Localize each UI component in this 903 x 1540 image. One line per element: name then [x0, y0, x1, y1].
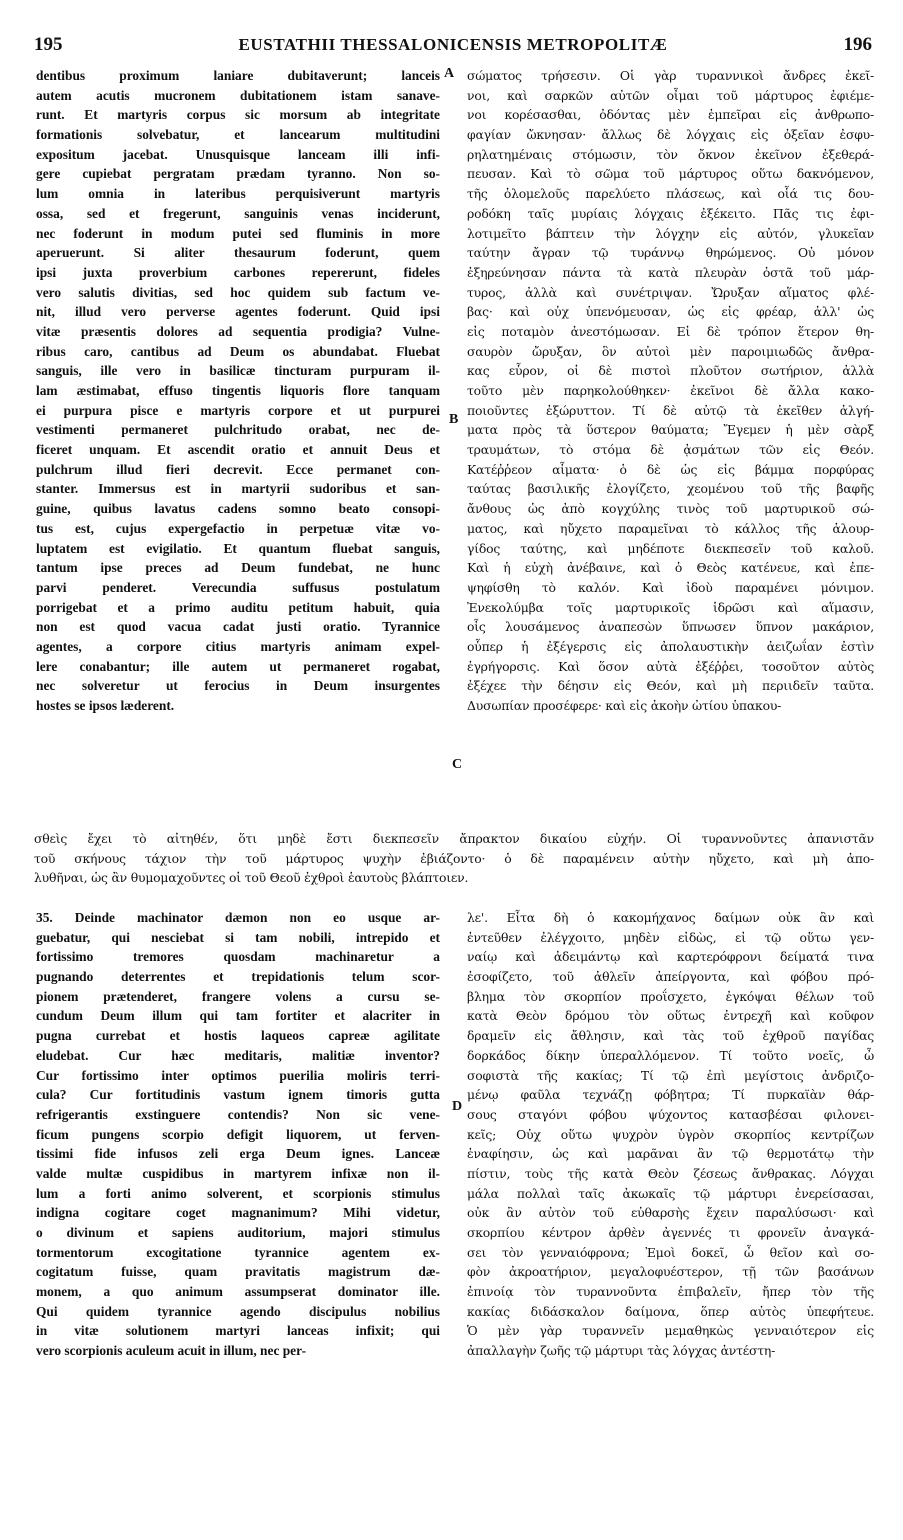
latin-text-line: guebatur, qui nesciebat si tam nobili, intrepido et — [36, 929, 440, 945]
greek-text-line: ματος, καὶ ηὔχετο παραμεῖναι τὸ κάλλος τῆς ἁλουρ- — [467, 520, 874, 536]
latin-text-line: sanguis, ille vero in basilicæ tincturam purpuram il- — [36, 363, 440, 379]
latin-text-line: vero salutis divitias, sed hoc quidem sub factum ve- — [36, 284, 440, 300]
greek-text-line: Δυσωπίαν προσέφερε· καὶ εἰς ἀκοὴν ὠτίου ὑπακου- — [467, 698, 782, 713]
greek-text-line: μένῳ φαῦλα τεχνάζῃ φόβητρα; Τί πυρκαϊὰν θάρ- — [467, 1087, 874, 1103]
latin-text-line: Qui quidem tyrannice agendo discipulus nobilius — [36, 1303, 440, 1319]
latin-text-line: ribus caro, cantibus ad Deum os abundabat. Fluebat — [36, 343, 440, 359]
latin-column-upper — [36, 66, 440, 716]
greek-text-line: οἷς λουσάμενος ἀναπεσὼν ὕπνωσεν ὕπνον μακάριον, — [467, 619, 874, 635]
latin-text-line: autem acutis mucronem dubitationem istam sanave- — [36, 87, 440, 103]
greek-text-line: ματα πρὸς τὰ ὕστερον θαύματα; Ἔγεμεν ἡ μὲν σὰρξ — [467, 422, 874, 438]
greek-text-line: Ἐνεκολύμβα τοῖς μαρτυρικοῖς ἱδρῶσι καὶ αἵμασιν, — [467, 599, 874, 615]
greek-text-line: ἐγρήγορσις. Καὶ ὅσον αὐτὰ ἐξέῤῥει, τοσοῦτον αὐτὸς — [467, 658, 874, 674]
greek-text-line: τυρος, ἀλλὰ καὶ συνέτριψαν. Ὤρυξαν αἵματος φλέ- — [467, 284, 874, 300]
greek-text-line: κεῖς; Οὐχ οὕτω ψυχρὸν ὑγρὸν σκορπίος κεντρίζων — [467, 1126, 874, 1142]
latin-text-line: pulchrum illud fieri decrevit. Ecce permanet con- — [36, 461, 440, 477]
greek-text-line: νοι, καὶ σαρκῶν αὐτῶν οἶμαι τοῦ μάρτυρος ἐφιέμε- — [467, 87, 874, 103]
greek-text-line: ἐξέχεε τὴν δέησιν εἰς Θεόν, καὶ μὴ περιιδεῖν ταῦτα. — [467, 678, 874, 694]
greek-text-line: Ὁ μὲν γὰρ τυραννεῖν μεμαθηκὼς γενναιότερον εἰς — [467, 1323, 874, 1339]
greek-text-line: πευσαν. Καὶ τὸ σῶμα τοῦ μάρτυρος οὕτω δακνόμενον, — [467, 166, 874, 182]
greek-text-line: ἄνθους ὡς ἀπὸ κογχύλης τινὸς τοῦ μαρτυρικοῦ σώ- — [467, 501, 874, 517]
greek-text-line: εἰς ποταμὸν ἀνεστόμωσαν. Εἰ δὲ τρόπον ἕτερον θη- — [467, 323, 874, 339]
latin-text-line: lere conabantur; ille autem ut permaneret rogabat, — [36, 658, 440, 674]
latin-text-line: ossa, sed et fregerunt, sanguinis venas inciderunt, — [36, 205, 440, 221]
greek-column-lower — [467, 908, 874, 1361]
latin-text-line: cundum Deum illum qui tam fortiter et alacriter in — [36, 1008, 440, 1024]
page-number-right: 196 — [843, 34, 872, 55]
greek-text-line: ἐντεῦθεν ἐλέγχοιτο, μηδὲν εἰδὼς, εἰ τῷ οὕτω γεν- — [467, 929, 874, 945]
latin-text-line: ei purpura pisce e martyris corpore et ut purpurei — [36, 402, 440, 418]
greek-text-line: σαυρὸν ὤρυξαν, ὃν αὐτοὶ μὲν παροιμιωδῶς ἄνθρα- — [467, 343, 874, 359]
greek-text-line: μάλα πολλαὶ ταῖς ἀκωκαῖς τῷ μάρτυρι ἐνερείσασαι, — [467, 1185, 874, 1201]
latin-text-line: monem, a quo animum assumpserat dominator ille. — [36, 1284, 440, 1300]
latin-text-line: non est quod vacua cadat justi oratio. Tyrannice — [36, 619, 440, 635]
latin-text-line: lum omnia in lateribus perquisiverunt martyris — [36, 186, 440, 202]
greek-text-line: ταύτας βασιλικῆς ἐλογίζετο, χεομένου τοῦ τῆς βαφῆς — [467, 481, 874, 497]
greek-text-line: σει τὸν γενναιόφρονα; Ἐμοὶ δοκεῖ, ὦ θεῖον καὶ σο- — [467, 1244, 874, 1260]
greek-text-line: ταύτην ἄγραν τῷ τυράννῳ θηρώμενος. Οὐ μόνον — [467, 245, 874, 261]
latin-text-line: vestimenti permaneret pulchritudo orabat, nec de- — [36, 422, 440, 438]
latin-text-line: hostes se ipsos læderent. — [36, 698, 175, 713]
latin-text-line: valde multæ cuspidibus in martyrem infixæ non il- — [36, 1165, 440, 1181]
latin-text-line: guine, quibus lavatus cadens somno beato consopi- — [36, 501, 440, 517]
greek-text-line: ἐσοφίζετο, τοῦ ἀθλεῖν ἀπείργοντα, καὶ φόβου πρό- — [467, 969, 874, 985]
latin-text-line: nec foderunt in modum putei sed fluminis in more — [36, 225, 440, 241]
greek-text-line: κακίας διδάσκαλον δαίμονα, ὅπερ αὐτὸς ὑπεφήτευε. — [467, 1303, 874, 1319]
latin-text-line: runt. Et martyris corpus sic morsum ab integritate — [36, 107, 440, 123]
greek-text-line: τῆς ὁλομελοῦς παρελύετο πλάσεως, καὶ οἷά τις δου- — [467, 186, 874, 202]
greek-text-line: ναίῳ καὶ ἀδειμάντῳ καὶ καρτερόφρονι δείματά τινα — [467, 949, 874, 965]
greek-text-line: ψηφίσθη τὸ καλόν. Καὶ ἰδοὺ παραμένει μόνιμον. — [467, 579, 874, 595]
greek-text-line: σοφιστὰ τῆς κακίας; Τί τῷ ἐπὶ μεγίστοις ἀνδριζο- — [467, 1067, 874, 1083]
latin-text-line: ficeret unquam. Et ascendit oratio et annuit Deus et — [36, 442, 440, 458]
greek-text-line: σώματος τρήσεσιν. Οἱ γὰρ τυραννικοὶ ἄνδρες ἐκεῖ- — [467, 68, 874, 83]
latin-text-line: ficum pungens scorpio defigit liquorem, ut ferven- — [36, 1126, 440, 1142]
greek-text-line: νοι κορέσασθαι, ὀδόντας μὲν ἐμπεῖραι εἰς ἀνθρωπο- — [467, 107, 874, 123]
latin-text-line: dentibus proximum laniare dubitaverunt; lanceis — [36, 68, 440, 83]
greek-text-line: κατὰ Θεὸν δρόμου τὸν οὕτως ἐντρεχῆ καὶ κοῦφον — [467, 1008, 874, 1024]
greek-text-line: γίδος ταύτης, καὶ μηδέποτε διεκπεσεῖν τοῦ καλοῦ. — [467, 540, 874, 556]
latin-text-line: porrigebat et a primo auditu petitum habuit, quia — [36, 599, 440, 615]
latin-text-line: parvi penderet. Verecundia suffusus postulatum — [36, 579, 440, 595]
greek-text-line: κας εὗρον, οἱ δὲ πιστοὶ πλοῦτον σωτήριον, ἀλλὰ — [467, 363, 874, 379]
section-marker-b: B — [449, 412, 459, 427]
greek-text-line: δραμεῖν εἰς ἄθλησιν, καὶ τὰς τοῦ ἐχθροῦ παγίδας — [467, 1028, 874, 1044]
latin-text-line: tissimi fide infusos zeli erga Deum ignes. Lanceæ — [36, 1146, 440, 1162]
greek-text-line: λε'. Εἶτα δὴ ὁ κακομήχανος δαίμων οὐκ ἂν καὶ — [467, 910, 874, 925]
greek-text-line: ἐξηρεύνησαν πάντα τὰ κατὰ πλευρὰν ὀστᾶ τοῦ μάρ- — [467, 264, 874, 280]
greek-text-line: φὸν ἀκροατήριον, μεγαλοφυέστερον, τῇ τῶν βασάνων — [467, 1264, 874, 1280]
greek-text-line: Κατέῤῥεον αἷματα· ὁ δὲ ὡς εἰς βάμμα πορφύρας — [467, 461, 874, 477]
section-marker-c: C — [452, 757, 463, 772]
greek-column-upper — [467, 66, 874, 716]
latin-text-line: pionem prætenderet, frangere volens a cursu se- — [36, 988, 440, 1004]
greek-text-line: ποιοῦντες ἐξώρυττον. Τί δὲ αὐτῷ τὰ ἐκεῖθεν ἀλγή- — [467, 402, 874, 418]
greek-text-line: ροδόκη ταῖς μυρίαις λόγχαις ἐξέκειτο. Πᾶς τις ἐφι- — [467, 205, 874, 221]
latin-text-line: tormentorum excogitatione tyrannice agentem ex- — [36, 1244, 440, 1260]
latin-text-line: agentes, a corpore citius martyris animam expel- — [36, 638, 440, 654]
page-number-left: 195 — [34, 34, 63, 55]
greek-text-line: ἐναφίησιν, ὡς καὶ μαρᾶναι ἂν τῷ θερμοτάτῳ τὴν — [467, 1146, 874, 1162]
greek-text-line: Καὶ ἡ εὐχὴ ἀνέβαινε, καὶ ὁ Θεὸς κατένευε, καὶ ἐπε- — [467, 560, 874, 576]
greek-text-line: ἀπαλλαγὴν ζωῆς τῷ μάρτυρι τὰς λόγχας ἀντέστη- — [467, 1343, 776, 1359]
latin-text-line: formationis solvebatur, et lancearum multitudini — [36, 127, 440, 143]
latin-text-line: nec solveretur ut ferocius in Deum insurgentes — [36, 678, 440, 694]
latin-text-line: tantum ipse preces ad Deum fundebat, ne hunc — [36, 560, 440, 576]
latin-text-line: gere cupiebat pergratam prædam tyranno. Non so- — [36, 166, 440, 182]
latin-text-line: pugnando deterrentes et trepidationis telum scor- — [36, 969, 440, 985]
greek-text-line: πίστιν, τοὺς τῆς κατὰ Θεὸν ζέσεως ἄνθρακας. Λόγχαι — [467, 1165, 874, 1181]
greek-text-line: οὐκ ἂν αὐτὸν τοῦ εὐθαρσὴς ἔχειν παραλύσωσι· καὶ — [467, 1205, 874, 1221]
latin-text-line: Cur fortissimo inter optimos puerilia moliris terri- — [36, 1067, 440, 1083]
latin-text-line: lum a forti animo solverent, et scorpionis stimulus — [36, 1185, 440, 1201]
latin-text-line: cogitatum fuisse, quam pravitatis magistrum dæ- — [36, 1264, 440, 1280]
greek-text-line: λυθῆναι, ὡς ἂν θυμομαχοῦντες οἱ τοῦ Θεοῦ ἐχθροὶ ἑαυτοὺς βλάπτοιεν. — [34, 870, 469, 885]
latin-text-line: eludebat. Cur hæc meditaris, malitiæ inventor? — [36, 1047, 440, 1063]
running-header — [34, 34, 872, 60]
greek-text-line: σκορπίου κέντρον ἀρθὲν ἀγεννές τι φρονεῖν ἀναγκά- — [467, 1225, 874, 1240]
latin-text-line: aperuerunt. Si aliter thesaurum foderunt, quem — [36, 245, 440, 261]
latin-text-line: 35. Deinde machinator dæmon non eo usque ar- — [36, 910, 440, 925]
latin-text-line: cula? Cur fortitudinis vastum ignem timoris gutta — [36, 1087, 440, 1103]
greek-text-line: τοῦτο μὲν παρηκολούθηκεν· ἐκεῖνοι δὲ ἄλλα κακο- — [467, 383, 874, 398]
section-marker-d: D — [452, 1099, 463, 1114]
latin-text-line: refrigerantis exstinguere contendis? Non sic vene- — [36, 1106, 440, 1122]
greek-text-line: οὗπερ ἡ ἐξέγερσις εἰς ἀπολαυστικὴν ἀειζωΐαν ἐστὶν — [467, 638, 874, 654]
latin-text-line: stanter. Immersus est in martyrii sudoribus et san- — [36, 481, 440, 497]
latin-text-line: fortissimo tremores quosdam machinaretur a — [36, 949, 440, 965]
latin-text-line: pugna currebat et hostis laqueos capreæ agilitate — [36, 1028, 440, 1044]
greek-text-line: βλημα τὸν σκορπίον προΐσχετο, ἐγκόψαι θέλων τοῦ — [467, 988, 874, 1004]
latin-text-line: indigna cogitare coget magnanimum? Mihi videtur, — [36, 1205, 440, 1221]
greek-text-line: τοῦ σκήνους τάχιον τὴν τοῦ μάρτυρος ψυχὴν ἐβιάζοντο· ὁ δὲ παραμένειν αὐτὴν ηὔχετο, καὶ μὴ ἀπο- — [34, 850, 874, 866]
greek-text-line: σθεὶς ἔχει τὸ αἰτηθέν, ὅτι μηδὲ ἔστι διεκπεσεῖν ἄπρακτον δικαίου εὐχήν. Οἱ τυραννοῦντες ἀπανιστᾶν — [34, 831, 874, 846]
greek-text-line: βας· καὶ οὐχ ὑπενόμευσαν, ὡς εἰς φρέαρ, ἀλλ' ὡς — [467, 304, 874, 320]
greek-text-line: ρηλατημέναις στόμωσιν, τὸν ὄκνον ἐκεῖνον ἐξεθερά- — [467, 146, 874, 162]
greek-text-line: ἐπινοίᾳ τὸν τυραννοῦντα ἐπιβαλεῖν, ἤπερ τὸν τῆς — [467, 1284, 874, 1300]
latin-text-line: lam æstimabat, effuso tingentis liquoris flore tanquam — [36, 383, 440, 398]
greek-text-line: λοτιμεῖτο βάπτειν τὴν λόγχην εἰς αὐτόν, γλυκεῖαν — [467, 225, 874, 241]
latin-text-line: vero scorpionis aculeum acuit in illum, nec per- — [36, 1343, 307, 1359]
latin-text-line: nit, illud vero perverse agentes foderunt. Quid ipsi — [36, 304, 440, 320]
latin-text-line: ipsi juxta proverbium carbones repererunt, fideles — [36, 264, 440, 280]
latin-text-line: in vitæ solutionem martyri lanceas infixit; qui — [36, 1323, 440, 1339]
greek-text-line: τραυμάτων, τὸ στόμα δὲ ᾀσμάτων τῶν εἰς Θεόν. — [467, 442, 874, 458]
latin-text-line: vitæ præsentis dolores ad sequentia prodigia? Vulne- — [36, 323, 440, 339]
running-title: EUSTATHII THESSALONICENSIS METROPOLITÆ — [238, 35, 668, 54]
greek-text-line: δορκάδος δίκην ὑπεραλλόμενον. Τί τοῦτο νοεῖς, ὦ — [467, 1047, 874, 1063]
latin-text-line: tus est, cujus expergefactio in perpetuæ vitæ vo- — [36, 520, 440, 536]
latin-text-line: luptatem est evigilatio. Et quantum fluebat sanguis, — [36, 540, 440, 556]
greek-text-line: σους σταγόνι φόβου ψύχοντος κατασβέσαι φιλονει- — [467, 1106, 874, 1122]
section-marker-a: A — [444, 66, 455, 81]
latin-text-line: expositum jacebat. Unusquisque lanceam illi infi- — [36, 146, 440, 162]
greek-full-width-continuation — [34, 829, 874, 888]
greek-text-line: φαγίαν ὤκνησαν· ἄλλως δὲ λόγχαις εἰς ὀξεῖαν ἐσφυ- — [467, 127, 874, 143]
latin-text-line: o divinum et sapiens auditorium, majori stimulus — [36, 1225, 440, 1240]
latin-column-lower — [36, 908, 440, 1361]
